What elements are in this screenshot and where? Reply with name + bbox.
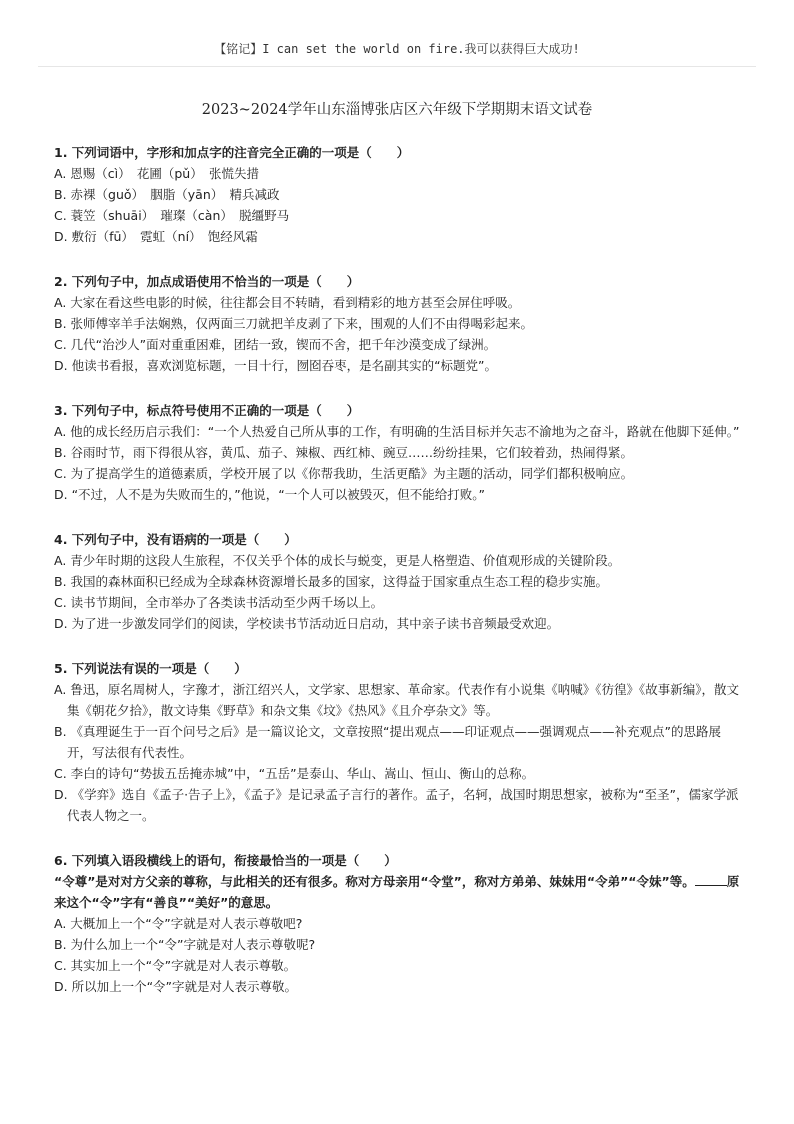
passage-part-1: “令尊”是对对方父亲的尊称，与此相关的还有很多。称对方母亲用“令堂”，称对方弟弟、妹妹用“令弟”“令妹”等。 bbox=[54, 874, 695, 889]
option-b: B. 为什么加上一个“令”字就是对人表示尊敬呢? bbox=[54, 937, 316, 952]
option-a: A. 他的成长经历启示我们：“一个人热爱自己所从事的工作，有明确的生活目标并矢志不渝地为之奋斗，路就在他脚下延伸。” bbox=[54, 424, 740, 439]
question-2 bbox=[54, 271, 744, 376]
question-stem: 2. 下列句子中，加点成语使用不恰当的一项是（ ） bbox=[54, 274, 360, 289]
option-a: A. 大概加上一个“令”字就是对人表示尊敬吧? bbox=[54, 916, 303, 931]
option-a: A. 青少年时期的这段人生旅程，不仅关乎个体的成长与蜕变，更是人格塑造、价值观形成的关键阶段。 bbox=[54, 553, 621, 568]
question-4 bbox=[54, 529, 744, 634]
question-stem: 4. 下列句子中，没有语病的一项是（ ） bbox=[54, 532, 297, 547]
option-a: A. 鲁迅，原名周树人，字豫才，浙江绍兴人，文学家、思想家、革命家。代表作有小说集《呐喊》《彷徨》《故事新编》，散文集《朝花夕拾》，散文诗集《野草》和杂文集《坟》《热风》《且介亭杂文》等。 bbox=[54, 682, 740, 718]
question-3 bbox=[54, 400, 744, 505]
option-a: A. 大家在看这些电影的时候，往往都会目不转睛，看到精彩的地方甚至会屏住呼吸。 bbox=[54, 295, 521, 310]
option-c: C. 读书节期间，全市举办了各类读书活动至少两千场以上。 bbox=[54, 595, 384, 610]
question-stem: 3. 下列句子中，标点符号使用不正确的一项是（ ） bbox=[54, 403, 360, 418]
option-b: B. 赤裸（guǒ） 胭脂（yān） 精兵减政 bbox=[54, 187, 280, 202]
option-b: B. 谷雨时节，雨下得很从容，黄瓜、茄子、辣椒、西红柿、豌豆……纷纷挂果，它们较着劲，热闹得紧。 bbox=[54, 445, 634, 460]
question-list bbox=[54, 142, 744, 1021]
header-motto: 【铭记】I can set the world on fire.我可以获得巨大成功! bbox=[214, 42, 580, 56]
option-b: B. 张师傅宰羊手法娴熟，仅两面三刀就把羊皮剥了下来，围观的人们不由得喝彩起来。 bbox=[54, 316, 534, 331]
question-5 bbox=[54, 658, 744, 826]
option-d: D. “不过，人不是为失败而生的，”他说，“一个人可以被毁灭，但不能给打败。” bbox=[54, 487, 485, 502]
question-passage bbox=[54, 871, 744, 913]
fill-blank bbox=[695, 873, 727, 886]
option-d: D. 敷衍（fū） 霓虹（ní） 饱经风霜 bbox=[54, 229, 258, 244]
option-d: D. 所以加上一个“令”字就是对人表示尊敬。 bbox=[54, 979, 298, 994]
option-c: C. 为了提高学生的道德素质，学校开展了以《你帮我助，生活更酷》为主题的活动，同学们都积极响应。 bbox=[54, 466, 634, 481]
question-stem: 6. 下列填入语段横线上的语句，衔接最恰当的一项是（ ） bbox=[54, 853, 397, 868]
option-c: C. 李白的诗句“势拔五岳掩赤城”中，“五岳”是泰山、华山、嵩山、恒山、衡山的总称。 bbox=[54, 766, 535, 781]
exam-title: 2023~2024学年山东淄博张店区六年级下学期期末语文试卷 bbox=[201, 102, 593, 118]
option-c: C. 蓑笠（shuāi） 璀璨（càn） 脱缰野马 bbox=[54, 208, 290, 223]
question-1 bbox=[54, 142, 744, 247]
option-c: C. 几代“治沙人”面对重重困难，团结一致，锲而不舍，把千年沙漠变成了绿洲。 bbox=[54, 337, 497, 352]
question-6 bbox=[54, 850, 744, 997]
option-d: D. 《学弈》选自《孟子·告子上》，《孟子》是记录孟子言行的著作。孟子，名轲，战国时期思想家，被称为“至圣”，儒家学派代表人物之一。 bbox=[54, 787, 739, 823]
option-b: B. 我国的森林面积已经成为全球森林资源增长最多的国家，这得益于国家重点生态工程的稳步实施。 bbox=[54, 574, 609, 589]
option-b: B. 《真理诞生于一百个问号之后》是一篇议论文，文章按照“提出观点——印证观点——强调观点——补充观点”的思路展开，写法很有代表性。 bbox=[54, 724, 721, 760]
question-stem: 1. 下列词语中，字形和加点字的注音完全正确的一项是（ ） bbox=[54, 145, 410, 160]
question-stem: 5. 下列说法有误的一项是（ ） bbox=[54, 661, 247, 676]
header-divider bbox=[38, 66, 756, 67]
option-d: D. 他读书看报，喜欢浏览标题，一目十行，囫囵吞枣，是名副其实的“标题党”。 bbox=[54, 358, 498, 373]
passage-part-2: 原来这个“令”字有“善良”“美好”的意思。 bbox=[54, 874, 740, 910]
option-c: C. 其实加上一个“令”字就是对人表示尊敬。 bbox=[54, 958, 297, 973]
option-d: D. 为了进一步激发同学们的阅读，学校读书节活动近日启动，其中亲子读书音频最受欢迎。 bbox=[54, 616, 560, 631]
option-a: A. 恩赐（cì） 花圃（pǔ） 张慌失措 bbox=[54, 166, 259, 181]
